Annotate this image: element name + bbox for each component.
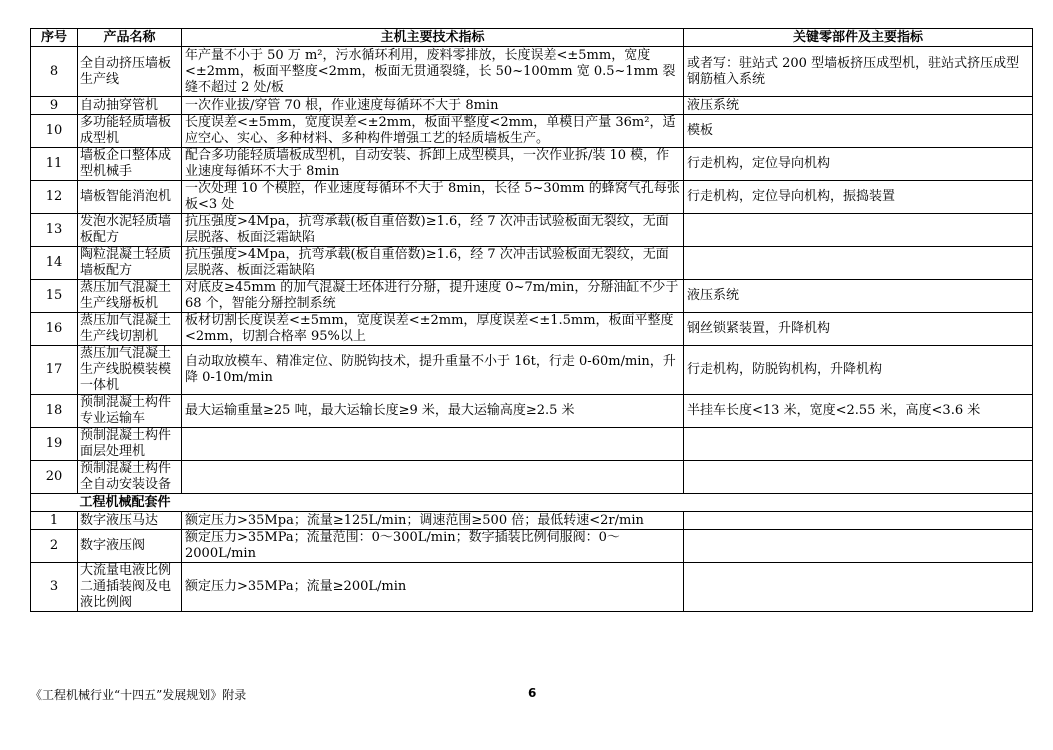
row-key-parts: 行走机构，定位导向机构，振捣装置 <box>684 181 1033 214</box>
header-main-spec: 主机主要技术指标 <box>182 29 684 47</box>
table-row <box>31 148 1033 181</box>
row-main-spec: 板材切割长度误差<±5mm，宽度误差<±2mm，厚度误差<±1.5mm，板面平整度<2mm，切割合格率 95%以上 <box>182 313 684 346</box>
row-main-spec: 一次处理 10 个模腔，作业速度每循环不大于 8min，长径 5~30mm 的蜂窝气孔每张板<3 处 <box>182 181 684 214</box>
row-key-parts <box>684 563 1033 612</box>
row-product-name: 墙板企口整体成型机械手 <box>78 148 182 181</box>
table-row <box>31 247 1033 280</box>
section-title: 工程机械配套件 <box>78 494 684 512</box>
table-row <box>31 461 1033 494</box>
table-row <box>31 395 1033 428</box>
header-product-name: 产品名称 <box>78 29 182 47</box>
table-header-row <box>31 29 1033 47</box>
table-row <box>31 530 1033 563</box>
row-no: 11 <box>31 148 78 181</box>
row-product-name: 自动抽穿管机 <box>78 97 182 115</box>
row-key-parts <box>684 214 1033 247</box>
footer-source: 《工程机械行业“十四五”发展规划》附录 <box>30 688 247 702</box>
row-key-parts: 行走机构，定位导向机构 <box>684 148 1033 181</box>
row-key-parts: 行走机构，防脱钩机构，升降机构 <box>684 346 1033 395</box>
row-no: 14 <box>31 247 78 280</box>
row-product-name: 全自动挤压墙板生产线 <box>78 47 182 97</box>
row-key-parts <box>684 461 1033 494</box>
row-no: 19 <box>31 428 78 461</box>
row-main-spec <box>182 428 684 461</box>
table-row <box>31 280 1033 313</box>
footer-page-number: 6 <box>528 686 537 700</box>
row-product-name: 预制混凝土构件面层处理机 <box>78 428 182 461</box>
row-main-spec: 抗压强度>4Mpa，抗弯承载(板自重倍数)≥1.6，经 7 次冲击试验板面无裂纹，无面层脱落、板面泛霜缺陷 <box>182 247 684 280</box>
row-product-name: 蒸压加气混凝土生产线脱模装模一体机 <box>78 346 182 395</box>
row-key-parts: 液压系统 <box>684 280 1033 313</box>
row-product-name: 数字液压阀 <box>78 530 182 563</box>
table-row <box>31 346 1033 395</box>
row-product-name: 数字液压马达 <box>78 512 182 530</box>
table-row <box>31 214 1033 247</box>
row-no: 16 <box>31 313 78 346</box>
row-key-parts: 半挂车长度<13 米，宽度<2.55 米，高度<3.6 米 <box>684 395 1033 428</box>
row-no: 17 <box>31 346 78 395</box>
row-main-spec: 自动取放模车、精准定位、防脱钩技术，提升重量不小于 16t，行走 0-60m/min，升降 0-10m/min <box>182 346 684 395</box>
row-key-parts <box>684 247 1033 280</box>
table-row <box>31 47 1033 97</box>
row-no: 12 <box>31 181 78 214</box>
row-no: 3 <box>31 563 78 612</box>
row-main-spec: 最大运输重量≥25 吨，最大运输长度≥9 米，最大运输高度≥2.5 米 <box>182 395 684 428</box>
row-main-spec <box>182 461 684 494</box>
section-blank-cell <box>31 494 78 512</box>
row-product-name: 蒸压加气混凝土生产线切割机 <box>78 313 182 346</box>
spec-table-container <box>30 28 1032 612</box>
row-main-spec: 对底皮≥45mm 的加气混凝土坯体进行分掰，提升速度 0~7m/min，分掰油缸不少于 68 个，智能分掰控制系统 <box>182 280 684 313</box>
row-no: 15 <box>31 280 78 313</box>
row-main-spec: 额定压力>35MPa；流量≥200L/min <box>182 563 684 612</box>
row-no: 18 <box>31 395 78 428</box>
row-key-parts <box>684 530 1033 563</box>
table-row <box>31 181 1033 214</box>
row-key-parts: 液压系统 <box>684 97 1033 115</box>
row-main-spec: 年产量不小于 50 万 m²，污水循环利用，废料零排放，长度误差<±5mm，宽度<±2mm，板面平整度<2mm，板面无贯通裂缝，长 50~100mm 宽 0.5~1mm 裂缝不超过 2 处/板 <box>182 47 684 97</box>
row-main-spec: 长度误差<±5mm，宽度误差<±2mm，板面平整度<2mm，单模日产量 36m²，适应空心、实心、多种材料、多种构件增强工艺的轻质墙板生产。 <box>182 115 684 148</box>
row-no: 20 <box>31 461 78 494</box>
row-key-parts <box>684 512 1033 530</box>
table-row <box>31 115 1033 148</box>
header-no: 序号 <box>31 29 78 47</box>
row-no: 2 <box>31 530 78 563</box>
row-key-parts: 钢丝锁紧装置，升降机构 <box>684 313 1033 346</box>
row-key-parts <box>684 428 1033 461</box>
row-no: 13 <box>31 214 78 247</box>
table-row <box>31 313 1033 346</box>
row-main-spec: 配合多功能轻质墙板成型机，自动安装、拆卸上成型模具，一次作业拆/装 10 模，作业速度每循环不大于 8min <box>182 148 684 181</box>
row-product-name: 大流量电液比例二通插装阀及电液比例阀 <box>78 563 182 612</box>
table-row <box>31 428 1033 461</box>
row-product-name: 预制混凝土构件专业运输车 <box>78 395 182 428</box>
section-blank-cell <box>684 494 1033 512</box>
row-key-parts: 或者写：驻站式 200 型墙板挤压成型机，驻站式挤压成型钢筋植入系统 <box>684 47 1033 97</box>
row-no: 10 <box>31 115 78 148</box>
row-key-parts: 模板 <box>684 115 1033 148</box>
section-title-row <box>31 494 1033 512</box>
table-row <box>31 97 1033 115</box>
row-main-spec: 额定压力>35MPa；流量范围：0～300L/min；数字插装比例伺服阀：0～2000L/min <box>182 530 684 563</box>
row-product-name: 墙板智能消泡机 <box>78 181 182 214</box>
row-no: 1 <box>31 512 78 530</box>
row-main-spec: 额定压力>35Mpa；流量≥125L/min；调速范围≥500 倍；最低转速<2r/min <box>182 512 684 530</box>
row-product-name: 蒸压加气混凝土生产线掰板机 <box>78 280 182 313</box>
row-product-name: 多功能轻质墙板成型机 <box>78 115 182 148</box>
row-product-name: 预制混凝土构件全自动安装设备 <box>78 461 182 494</box>
row-product-name: 发泡水泥轻质墙板配方 <box>78 214 182 247</box>
table-row <box>31 512 1033 530</box>
table-row <box>31 563 1033 612</box>
spec-table <box>30 28 1033 612</box>
row-no: 8 <box>31 47 78 97</box>
row-main-spec: 一次作业拔/穿管 70 根，作业速度每循环不大于 8min <box>182 97 684 115</box>
row-no: 9 <box>31 97 78 115</box>
row-main-spec: 抗压强度>4Mpa，抗弯承载(板自重倍数)≥1.6，经 7 次冲击试验板面无裂纹，无面层脱落、板面泛霜缺陷 <box>182 214 684 247</box>
row-product-name: 陶粒混凝土轻质墙板配方 <box>78 247 182 280</box>
header-key-parts: 关键零部件及主要指标 <box>684 29 1033 47</box>
